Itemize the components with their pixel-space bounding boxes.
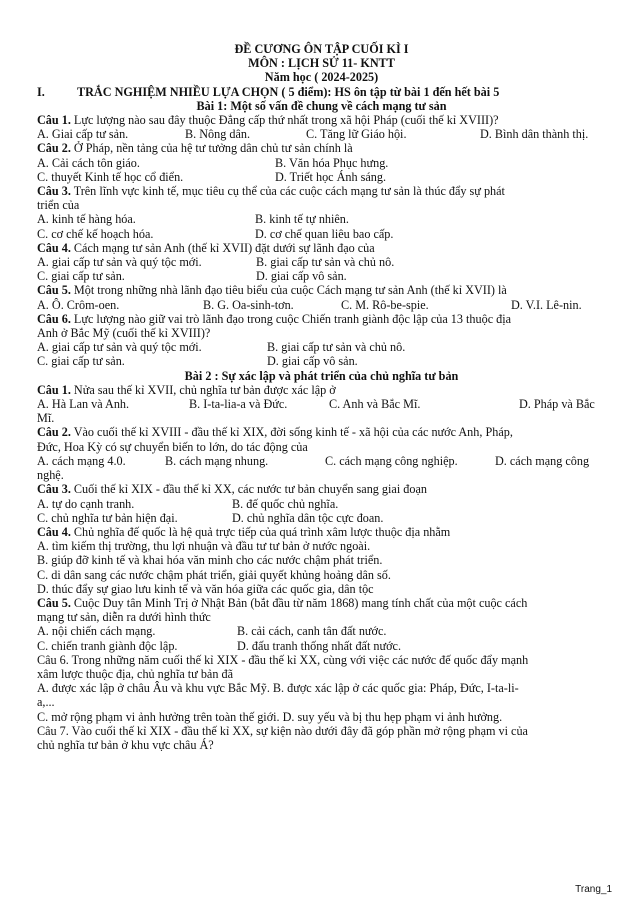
question-text-continued: Đức, Hoa Kỳ có sự chuyển biến to lớn, do tác động của	[37, 439, 308, 454]
question	[37, 383, 606, 397]
option-d: D. Pháp và Bắc	[519, 397, 595, 412]
question-text: Chủ nghĩa đế quốc là hệ quả trực tiếp của quá trình xâm lược thuộc địa nhằm	[70, 524, 451, 539]
answer-options	[37, 624, 606, 638]
option-b: B. cải cách, canh tân đất nước.	[237, 624, 387, 639]
option-a: A. Giai cấp tư sản.	[37, 127, 129, 142]
option-b: B. I-ta-lia-a và Đức.	[189, 397, 288, 412]
question-label: Câu 4.	[37, 240, 71, 255]
section-heading	[37, 85, 606, 99]
option-b: B. giúp đỡ kinh tế và khai hóa văn minh cho các nước chậm phát triển.	[37, 553, 383, 568]
option-d-continued: Mĩ.	[37, 411, 55, 426]
question-label: Câu 2.	[37, 425, 71, 440]
question	[37, 141, 606, 155]
question-text-continued: mạng tư sản, diễn ra dưới hình thức	[37, 610, 211, 625]
option-b: B. giai cấp tư sản và chủ nô.	[267, 340, 406, 355]
options-c-d: C. mở rộng phạm vi ảnh hưởng trên toàn thế giới. D. suy yếu và bị thu hẹp phạm vi ảnh hưởng.	[37, 709, 503, 724]
answer-options	[37, 127, 606, 141]
document-title: ĐỀ CƯƠNG ÔN TẬP CUỐI KÌ I	[234, 42, 409, 56]
options-a-b-continued: a,...	[37, 695, 55, 710]
question-label: Câu 7.	[37, 723, 69, 738]
answer-options	[37, 639, 606, 653]
option-b: B. cách mạng nhung.	[165, 453, 269, 468]
option-d: D. cách mạng công	[495, 453, 590, 468]
answer-options	[37, 397, 606, 411]
answer-options	[37, 340, 606, 354]
question	[37, 653, 606, 667]
lesson-1-title: Bài 1: Một số vấn đề chung về cách mạng tư sản	[196, 98, 447, 113]
option-d: D. chủ nghĩa dân tộc cực đoan.	[232, 510, 384, 525]
question-label: Câu 4.	[37, 524, 71, 539]
question-label: Câu 2.	[37, 141, 71, 156]
question	[37, 241, 606, 255]
question-text: Ở Pháp, nền tảng của hệ tư tưởng dân chủ tư sản chính là	[70, 141, 353, 156]
answer-options	[37, 269, 606, 283]
question	[37, 184, 606, 198]
section-number: I.	[37, 84, 45, 99]
option-a: A. tự do cạnh tranh.	[37, 496, 135, 511]
option-c: C. di dân sang các nước chậm phát triển, giải quyết khủng hoảng dân số.	[37, 567, 391, 582]
options-a-b: A. được xác lập ở châu Âu và khu vực Bắc Mỹ. B. được xác lập ở các quốc gia: Pháp, Đức, I-ta-li-	[37, 681, 519, 696]
option-d: D. V.I. Lê-nin.	[511, 297, 582, 312]
subject-line: MÔN : LỊCH SỬ 11- KNTT	[248, 56, 395, 71]
option-c: C. cách mạng công nghiệp.	[325, 453, 458, 468]
option-d: D. thúc đẩy sự giao lưu kinh tế và văn hóa giữa các quốc gia, dân tộc	[37, 581, 374, 596]
question-label: Câu 3.	[37, 482, 71, 497]
question-text-continued: chủ nghĩa tư bản ở khu vực châu Á?	[37, 737, 214, 752]
option-c: C. chiến tranh giành độc lập.	[37, 638, 178, 653]
question-text: Trong những năm cuối thế kỉ XIX - đầu thế kỉ XX, cùng với việc các nước đế quốc đẩy mạnh	[68, 652, 529, 667]
answer-options	[37, 511, 606, 525]
option-b: B. Văn hóa Phục hưng.	[275, 155, 389, 170]
question-label: Câu 3.	[37, 184, 71, 199]
question-label: Câu 1.	[37, 113, 71, 128]
answer-options	[37, 454, 606, 468]
answer-options	[37, 170, 606, 184]
question	[37, 596, 606, 610]
question	[37, 724, 606, 738]
question-text: Vào cuối thế kỉ XVIII - đầu thế kỉ XIX, đời sống kinh tế - xã hội của các nước Anh, Pháp,	[70, 425, 513, 440]
answer-options	[37, 298, 606, 312]
question-text: Cuộc Duy tân Minh Trị ở Nhật Bản (bắt đầu từ năm 1868) mang tính chất của một cuộc cách	[70, 595, 528, 610]
page-number: Trang_1	[575, 884, 612, 895]
option-d: D. Triết học Ánh sáng.	[275, 169, 387, 184]
question-text-continued: triển của	[37, 198, 80, 213]
question-text: Lực lượng nào sau đây thuộc Đẳng cấp thứ nhất trong xã hội Pháp (cuối thế kỉ XVIII)?	[70, 113, 499, 128]
option-a: A. tìm kiếm thị trường, thu lợi nhuận và đầu tư tư bản ở nước ngoài.	[37, 539, 371, 554]
option-c: C. chủ nghĩa tư bản hiện đại.	[37, 510, 178, 525]
option-a: A. kinh tế hàng hóa.	[37, 212, 136, 227]
option-a: A. nội chiến cách mạng.	[37, 624, 156, 639]
question-label: Câu 6.	[37, 311, 71, 326]
section-text: TRẮC NGHIỆM NHIỀU LỰA CHỌN ( 5 điểm): HS ôn tập từ bài 1 đến hết bài 5	[77, 84, 500, 99]
option-b: B. Nông dân.	[185, 127, 250, 142]
school-year: Năm học ( 2024-2025)	[264, 70, 379, 85]
question	[37, 113, 606, 127]
question-text: Trên lĩnh vực kinh tế, mục tiêu cụ thể của các cuộc cách mạng tư sản là thúc đẩy sự phát	[70, 184, 505, 199]
question-label: Câu 5.	[37, 595, 71, 610]
option-c: C. cơ chế kế hoạch hóa.	[37, 226, 154, 241]
question-text: Cuối thế kỉ XIX - đầu thế kỉ XX, các nước tư bản chuyển sang giai đoạn	[70, 482, 427, 497]
option-d: D. giai cấp vô sản.	[256, 269, 347, 284]
option-d: D. giai cấp vô sản.	[267, 354, 358, 369]
option-b: B. G. Oa-sinh-tơn.	[203, 297, 294, 312]
option-a: A. Ô. Crôm-oen.	[37, 297, 120, 312]
lesson-2-title: Bài 2 : Sự xác lập và phát triển của chủ nghĩa tư bản	[184, 368, 459, 383]
answer-options	[37, 497, 606, 511]
option-a: A. giai cấp tư sản và quý tộc mới.	[37, 255, 202, 270]
question	[37, 425, 606, 439]
option-c: C. M. Rô-be-spie.	[341, 297, 429, 312]
question	[37, 525, 606, 539]
option-d: D. Bình dân thành thị.	[480, 127, 589, 142]
answer-options	[37, 212, 606, 226]
question-text: Lực lượng nào giữ vai trò lãnh đạo trong cuộc Chiến tranh giành độc lập của 13 thuộc địa	[70, 311, 512, 326]
option-a: A. Hà Lan và Anh.	[37, 397, 130, 412]
question	[37, 283, 606, 297]
question-label: Câu 6.	[37, 652, 69, 667]
option-c: C. Anh và Bắc Mĩ.	[329, 397, 421, 412]
option-a: A. cách mạng 4.0.	[37, 453, 126, 468]
option-a: A. Cải cách tôn giáo.	[37, 155, 140, 170]
option-c: C. giai cấp tư sản.	[37, 269, 125, 284]
question	[37, 482, 606, 496]
option-c: C. giai cấp tư sản.	[37, 354, 125, 369]
question-text-continued: xâm lược thuộc địa, chủ nghĩa tư bản đã	[37, 666, 233, 681]
answer-options	[37, 255, 606, 269]
option-a: A. giai cấp tư sản và quý tộc mới.	[37, 340, 202, 355]
answer-options	[37, 227, 606, 241]
question	[37, 312, 606, 326]
option-c: C. Tăng lữ Giáo hội.	[306, 127, 407, 142]
answer-options	[37, 354, 606, 368]
question-text: Cách mạng tư sản Anh (thế kỉ XVII) đặt dưới sự lãnh đạo của	[70, 240, 375, 255]
question-text: Một trong những nhà lãnh đạo tiêu biểu của cuộc Cách mạng tư sản Anh (thế kỉ XVII) là	[70, 283, 507, 298]
option-b: B. giai cấp tư sản và chủ nô.	[256, 255, 395, 270]
option-d: D. đấu tranh thống nhất đất nước.	[237, 638, 402, 653]
question-text-continued: Anh ở Bắc Mỹ (cuối thế kỉ XVIII)?	[37, 326, 211, 341]
question-text: Nửa sau thế kỉ XVII, chủ nghĩa tư bản được xác lập ở	[70, 382, 336, 397]
option-d: D. cơ chế quan liêu bao cấp.	[255, 226, 394, 241]
answer-options	[37, 156, 606, 170]
option-b: B. kinh tế tự nhiên.	[255, 212, 349, 227]
question-text: Vào cuối thế kỉ XIX - đầu thế kỉ XX, sự kiện nào dưới đây đã góp phần mở rộng phạm vi của	[68, 723, 528, 738]
question-label: Câu 1.	[37, 382, 71, 397]
option-d-continued: nghệ.	[37, 468, 64, 483]
question-label: Câu 5.	[37, 283, 71, 298]
option-c: C. thuyết Kinh tế học cổ điển.	[37, 169, 184, 184]
option-b: B. đế quốc chủ nghĩa.	[232, 496, 339, 511]
